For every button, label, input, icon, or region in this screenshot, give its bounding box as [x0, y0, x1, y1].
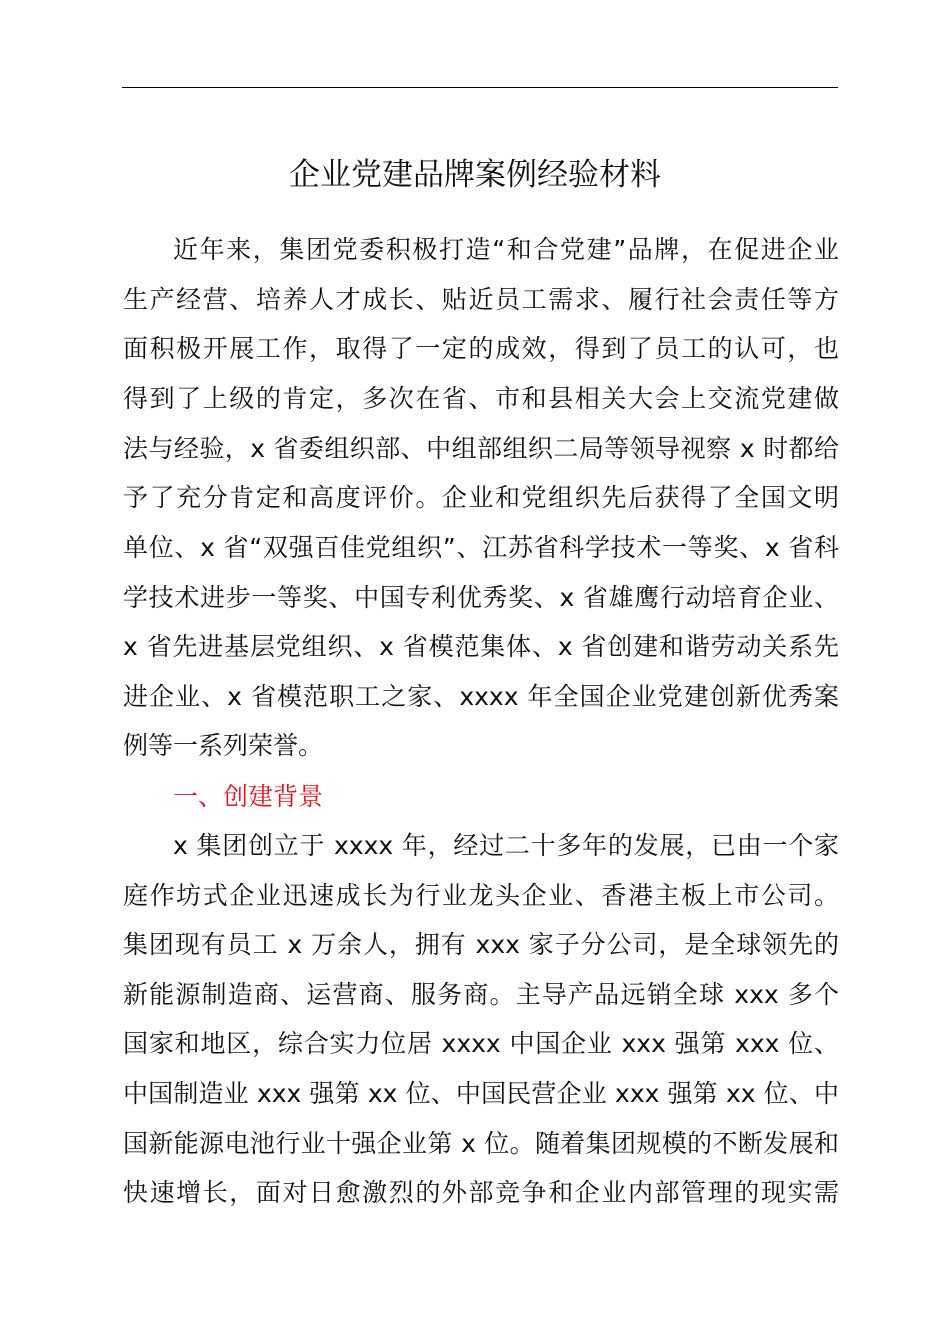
- intro-line: 近年来，集团党委积极打造“和合党建”品牌，在促进企业: [173, 235, 839, 264]
- intro-line: 得到了上级的肯定，多次在省、市和县相关大会上交流党建做: [123, 384, 839, 413]
- intro-line: 法与经验，x 省委组织部、中组部组织二局等领导视察 x 时都给: [123, 434, 839, 463]
- intro-line: 单位、x 省“双强百佳党组织”、江苏省科学技术一等奖、x 省科: [123, 533, 839, 562]
- intro-line: 学技术进步一等奖、中国专利优秀奖、x 省雄鹰行动培育企业、: [123, 583, 839, 612]
- intro-line: 例等一系列荣誉。: [123, 731, 324, 760]
- section-line: 国新能源电池行业十强企业第 x 位。随着集团规模的不断发展和: [123, 1129, 839, 1158]
- document-title: 企业党建品牌案例经验材料: [289, 157, 661, 193]
- section-line: 新能源制造商、运营商、服务商。主导产品远销全球 xxx 多个: [123, 980, 839, 1009]
- section-line: 国家和地区，综合实力位居 xxxx 中国企业 xxx 强第 xxx 位、: [123, 1029, 839, 1058]
- section-line: 中国制造业 xxx 强第 xx 位、中国民营企业 xxx 强第 xx 位、中: [123, 1079, 839, 1108]
- header-rule: [122, 87, 838, 88]
- section-line: x 集团创立于 xxxx 年，经过二十多年的发展，已由一个家: [173, 831, 839, 860]
- section-line: 快速增长，面对日愈激烈的外部竞争和企业内部管理的现实需: [123, 1178, 839, 1207]
- intro-line: x 省先进基层党组织、x 省模范集体、x 省创建和谐劳动关系先: [123, 632, 839, 661]
- section-line: 集团现有员工 x 万余人，拥有 xxx 家子分公司，是全球领先的: [123, 930, 839, 959]
- intro-line: 予了充分肯定和高度评价。企业和党组织先后获得了全国文明: [123, 483, 839, 512]
- intro-line: 进企业、x 省模范职工之家、xxxx 年全国企业党建创新优秀案: [123, 682, 839, 711]
- section-line: 庭作坊式企业迅速成长为行业龙头企业、香港主板上市公司。: [123, 881, 839, 910]
- intro-line: 面积极开展工作，取得了一定的成效，得到了员工的认可，也: [123, 334, 839, 363]
- intro-line: 生产经营、培养人才成长、贴近员工需求、履行社会责任等方: [123, 285, 839, 314]
- section-heading: 一、创建背景: [173, 782, 324, 811]
